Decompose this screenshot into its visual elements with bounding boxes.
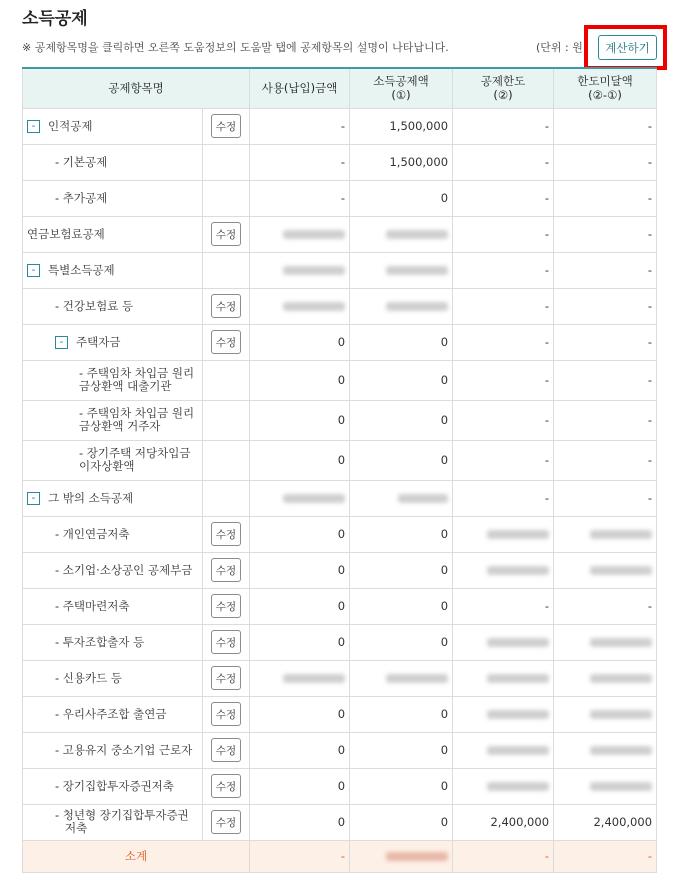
deduction-cell: [350, 216, 453, 252]
amount-cell: 0: [250, 768, 350, 804]
blurred-value: [386, 302, 448, 311]
row-name[interactable]: 연금보험료공제: [23, 216, 203, 252]
remain-cell: [554, 516, 657, 552]
table-row: [23, 360, 657, 400]
row-name[interactable]: - 주택마련저축: [23, 588, 203, 624]
blurred-value: [283, 494, 345, 503]
limit-cell: [453, 660, 554, 696]
edit-button[interactable]: 수정: [211, 774, 241, 798]
blurred-value: [590, 746, 652, 755]
deduction-cell: 0: [350, 768, 453, 804]
remain-cell: -: [554, 144, 657, 180]
amount-cell: [250, 480, 350, 516]
deduction-cell: 0: [350, 552, 453, 588]
table-row: [23, 480, 657, 516]
row-name[interactable]: - 투자조합출자 등: [23, 624, 203, 660]
remain-cell: [554, 660, 657, 696]
header-item-name: 공제항목명: [23, 68, 250, 108]
limit-cell: [453, 624, 554, 660]
row-name[interactable]: - 주택자금: [23, 324, 203, 360]
table-row: [23, 180, 657, 216]
header-amount: 사용(납입)금액: [250, 68, 350, 108]
row-name[interactable]: - 주택임차 차입금 원리 금상환액 대출기관: [23, 360, 203, 400]
amount-cell: [250, 216, 350, 252]
remain-cell: -: [554, 324, 657, 360]
table-row: [23, 252, 657, 288]
header-deduction: 소득공제액 (①): [350, 68, 453, 108]
amount-cell: 0: [250, 360, 350, 400]
subtotal-deduction: [350, 840, 453, 872]
amount-cell: 0: [250, 624, 350, 660]
row-name[interactable]: - 기본공제: [23, 144, 203, 180]
edit-button[interactable]: 수정: [211, 222, 241, 246]
blurred-value: [398, 494, 448, 503]
row-name[interactable]: - 신용카드 등: [23, 660, 203, 696]
edit-button[interactable]: 수정: [211, 630, 241, 654]
blurred-value: [590, 782, 652, 791]
limit-cell: [453, 696, 554, 732]
blurred-value: [386, 266, 448, 275]
blurred-value: [487, 782, 549, 791]
row-name[interactable]: - 장기집합투자증권저축: [23, 768, 203, 804]
amount-cell: [250, 252, 350, 288]
row-name[interactable]: - 그 밖의 소득공제: [23, 480, 203, 516]
table-row: [23, 588, 657, 624]
remain-cell: [554, 768, 657, 804]
remain-cell: -: [554, 252, 657, 288]
page-title: 소득공제: [22, 9, 88, 29]
subtotal-limit: -: [453, 840, 554, 872]
collapse-icon[interactable]: -: [27, 264, 40, 277]
limit-cell: -: [453, 144, 554, 180]
table-row: [23, 324, 657, 360]
remain-cell: [554, 696, 657, 732]
row-name[interactable]: - 특별소득공제: [23, 252, 203, 288]
limit-cell: -: [453, 400, 554, 440]
remain-cell: -: [554, 288, 657, 324]
row-name[interactable]: - 소기업·소상공인 공제부금: [23, 552, 203, 588]
blurred-value: [283, 302, 345, 311]
deduction-cell: 0: [350, 696, 453, 732]
subtotal-amount: -: [250, 840, 350, 872]
amount-cell: -: [250, 180, 350, 216]
deduction-cell: 0: [350, 732, 453, 768]
blurred-value: [590, 710, 652, 719]
limit-cell: -: [453, 324, 554, 360]
table-row: [23, 440, 657, 480]
calculate-button[interactable]: 계산하기: [598, 35, 657, 60]
income-deduction-table: [22, 67, 657, 873]
limit-cell: -: [453, 588, 554, 624]
remain-cell: -: [554, 360, 657, 400]
table-row: [23, 108, 657, 144]
blurred-value: [386, 852, 448, 861]
deduction-cell: 0: [350, 180, 453, 216]
edit-button[interactable]: 수정: [211, 702, 241, 726]
amount-cell: 0: [250, 552, 350, 588]
row-name[interactable]: - 인적공제: [23, 108, 203, 144]
deduction-cell: [350, 660, 453, 696]
edit-button[interactable]: 수정: [211, 558, 241, 582]
remain-cell: -: [554, 400, 657, 440]
blurred-value: [283, 266, 345, 275]
subtotal-label: 소계: [23, 840, 250, 872]
deduction-cell: 0: [350, 400, 453, 440]
amount-cell: -: [250, 144, 350, 180]
limit-cell: -: [453, 360, 554, 400]
edit-button[interactable]: 수정: [211, 522, 241, 546]
amount-cell: 0: [250, 440, 350, 480]
limit-cell: -: [453, 440, 554, 480]
table-row: [23, 552, 657, 588]
collapse-icon[interactable]: -: [55, 336, 68, 349]
blurred-value: [487, 746, 549, 755]
amount-cell: 0: [250, 400, 350, 440]
blurred-value: [590, 638, 652, 647]
edit-button[interactable]: 수정: [211, 330, 241, 354]
table-row: [23, 804, 657, 840]
table-row: [23, 660, 657, 696]
header-limit: 공제한도 (②): [453, 68, 554, 108]
blurred-value: [283, 230, 345, 239]
table-row: [23, 216, 657, 252]
limit-cell: 2,400,000: [453, 804, 554, 840]
table-row: [23, 624, 657, 660]
deduction-cell: 0: [350, 360, 453, 400]
blurred-value: [590, 530, 652, 539]
remain-cell: -: [554, 180, 657, 216]
edit-button[interactable]: 수정: [211, 810, 241, 834]
edit-button[interactable]: 수정: [211, 114, 241, 138]
row-name[interactable]: - 청년형 장기집합투자증권 저축: [23, 804, 203, 840]
subtotal-row: [23, 840, 657, 872]
deduction-cell: [350, 480, 453, 516]
row-name[interactable]: - 장기주택 저당차입금 이자상환액: [23, 440, 203, 480]
blurred-value: [487, 710, 549, 719]
row-name[interactable]: - 우리사주조합 출연금: [23, 696, 203, 732]
limit-cell: -: [453, 480, 554, 516]
table-row: [23, 732, 657, 768]
deduction-cell: 1,500,000: [350, 144, 453, 180]
deduction-cell: 0: [350, 324, 453, 360]
remain-cell: -: [554, 440, 657, 480]
blurred-value: [487, 638, 549, 647]
remain-cell: -: [554, 588, 657, 624]
row-name[interactable]: - 주택임차 차입금 원리 금상환액 거주자: [23, 400, 203, 440]
amount-cell: [250, 660, 350, 696]
blurred-value: [590, 566, 652, 575]
edit-button[interactable]: 수정: [211, 294, 241, 318]
row-name[interactable]: - 개인연금저축: [23, 516, 203, 552]
amount-cell: 0: [250, 732, 350, 768]
remain-cell: -: [554, 108, 657, 144]
amount-cell: 0: [250, 588, 350, 624]
deduction-cell: [350, 252, 453, 288]
blurred-value: [487, 566, 549, 575]
table-row: [23, 144, 657, 180]
deduction-cell: 0: [350, 588, 453, 624]
table-row: [23, 288, 657, 324]
amount-cell: 0: [250, 324, 350, 360]
blurred-value: [487, 674, 549, 683]
unit-label: (단위 : 원: [536, 41, 583, 54]
blurred-value: [386, 230, 448, 239]
limit-cell: [453, 552, 554, 588]
header-remain: 한도미달액 (②-①): [554, 68, 657, 108]
limit-cell: -: [453, 252, 554, 288]
edit-button[interactable]: 수정: [211, 594, 241, 618]
table-header-row: [23, 68, 657, 108]
row-name[interactable]: - 고용유지 중소기업 근로자: [23, 732, 203, 768]
remain-cell: [554, 732, 657, 768]
edit-button[interactable]: 수정: [211, 666, 241, 690]
calc-highlight-box: [584, 25, 667, 70]
help-notice: ※ 공제항목명을 클릭하면 오른쪽 도움정보의 도움말 탭에 공제항목의 설명이 나타납니다.: [22, 41, 449, 54]
table-row: [23, 516, 657, 552]
deduction-cell: 0: [350, 440, 453, 480]
collapse-icon[interactable]: -: [27, 492, 40, 505]
deduction-cell: [350, 288, 453, 324]
deduction-cell: 0: [350, 624, 453, 660]
collapse-icon[interactable]: -: [27, 120, 40, 133]
amount-cell: 0: [250, 696, 350, 732]
remain-cell: -: [554, 480, 657, 516]
blurred-value: [487, 530, 549, 539]
amount-cell: [250, 288, 350, 324]
row-name[interactable]: - 추가공제: [23, 180, 203, 216]
remain-cell: 2,400,000: [554, 804, 657, 840]
row-name[interactable]: - 건강보험료 등: [23, 288, 203, 324]
amount-cell: -: [250, 108, 350, 144]
limit-cell: -: [453, 288, 554, 324]
blurred-value: [590, 674, 652, 683]
limit-cell: [453, 732, 554, 768]
amount-cell: 0: [250, 804, 350, 840]
table-row: [23, 400, 657, 440]
edit-button[interactable]: 수정: [211, 738, 241, 762]
blurred-value: [386, 674, 448, 683]
limit-cell: -: [453, 216, 554, 252]
table-row: [23, 696, 657, 732]
subtotal-remain: -: [554, 840, 657, 872]
deduction-cell: 1,500,000: [350, 108, 453, 144]
deduction-cell: 0: [350, 516, 453, 552]
deduction-cell: 0: [350, 804, 453, 840]
remain-cell: [554, 624, 657, 660]
limit-cell: -: [453, 108, 554, 144]
blurred-value: [283, 674, 345, 683]
amount-cell: 0: [250, 516, 350, 552]
limit-cell: [453, 516, 554, 552]
remain-cell: [554, 552, 657, 588]
table-row: [23, 768, 657, 804]
remain-cell: -: [554, 216, 657, 252]
limit-cell: [453, 768, 554, 804]
limit-cell: -: [453, 180, 554, 216]
